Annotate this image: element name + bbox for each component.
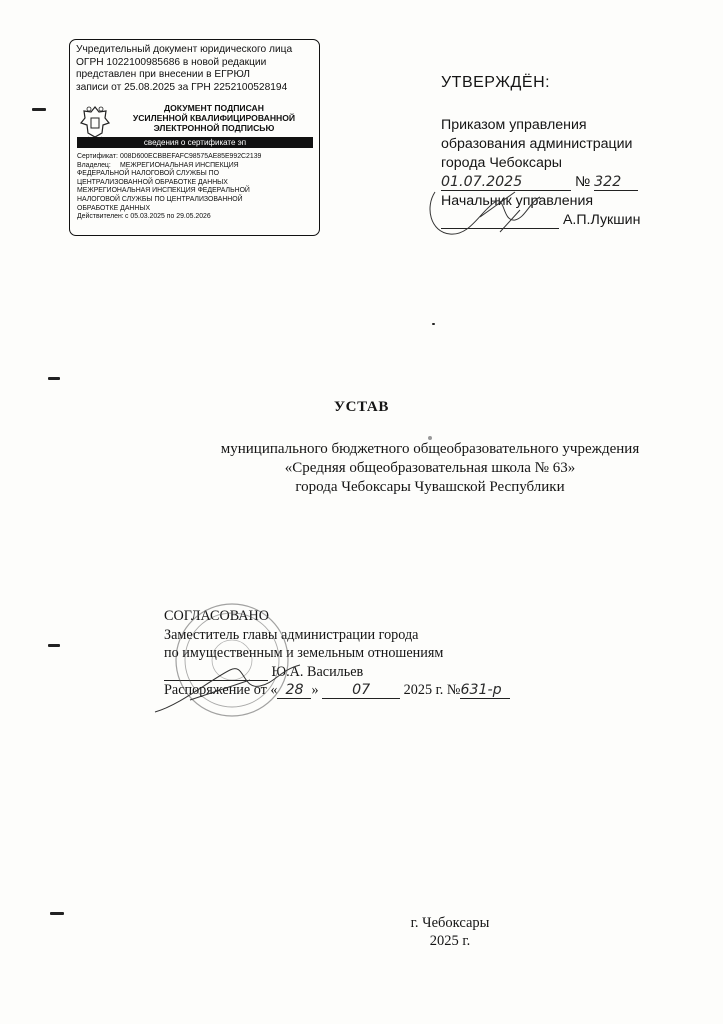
scan-mark [48, 644, 60, 647]
decree-no-handwritten: 631-р [460, 683, 510, 699]
coat-of-arms-icon [78, 103, 112, 141]
valid-value: с 05.03.2025 по 29.05.2026 [125, 213, 211, 221]
order-no-handwritten: 322 [594, 175, 638, 191]
signer-name: А.П.Лукшин [562, 212, 641, 228]
owner-line: МЕЖРЕГИОНАЛЬНАЯ ИНСПЕКЦИЯ [120, 161, 239, 169]
owner-line: ФЕДЕРАЛЬНОЙ НАЛОГОВОЙ СЛУЖБЫ ПО [77, 170, 219, 178]
certificate-value: 008D600ECBBEFAFC98575AE85E992C2139 [120, 153, 262, 160]
decree-year: 2025 г. № [403, 682, 461, 698]
scan-mark [428, 436, 432, 440]
certificate-details [77, 153, 317, 222]
signed-title [116, 103, 312, 133]
approval-line: города Чебоксары [441, 155, 562, 171]
approval-heading: УТВЕРЖДЁН: [441, 74, 551, 91]
signed-title-line: ДОКУМЕНТ ПОДПИСАН [164, 103, 264, 113]
document-title: УСТАВ [334, 399, 389, 415]
agreement-signer-name: Ю.А. Васильев [271, 663, 364, 680]
order-no-label: № [574, 174, 591, 190]
subtitle-line: «Средняя общеобразовательная школа № 63» [284, 460, 576, 476]
owner-line: НАЛОГОВОЙ СЛУЖБЫ ПО ЦЕНТРАЛИЗОВАННОЙ [77, 195, 243, 203]
owner-label: Владелец: [77, 161, 111, 169]
footer-year: 2025 г. [429, 933, 471, 949]
owner-line: ОБРАБОТКЕ ДАННЫХ [77, 204, 151, 212]
scan-mark [48, 377, 60, 380]
footer [300, 914, 600, 950]
order-date-handwritten: 01.07.2025 [441, 175, 571, 191]
signed-title-line: УСИЛЕННОЙ КВАЛИФИЦИРОВАННОЙ [132, 113, 296, 123]
agreement-signature [150, 650, 320, 720]
approval-line: Приказом управления [441, 117, 587, 133]
agreement-heading: СОГЛАСОВАНО [164, 608, 270, 624]
owner-line: ЦЕНТРАЛИЗОВАННОЙ ОБРАБОТКЕ ДАННЫХ [77, 178, 228, 186]
decree-month-handwritten: 07 [322, 683, 400, 699]
subtitle-line: муниципального бюджетного общеобразовательного учреждения [220, 441, 640, 457]
certificate-bar: сведения о сертификате эп [77, 137, 313, 148]
signed-title-line: ЭЛЕКТРОННОЙ ПОДПИСЬЮ [153, 123, 275, 133]
decree-prefix: Распоряжение от « [164, 682, 278, 698]
stamp-line: Учредительный документ юридического лица [76, 44, 293, 55]
scan-mark [50, 912, 64, 915]
stamp-registration-text [76, 44, 316, 94]
agreement-line: Заместитель главы администрации города [164, 626, 419, 643]
approval-signature [420, 172, 560, 242]
footer-city: г. Чебоксары [410, 915, 490, 931]
stamp-line: ОГРН 1022100985686 в новой редакции [76, 56, 267, 68]
document-subtitle [180, 440, 680, 497]
decree-mid: » [311, 682, 319, 698]
subtitle-line: города Чебоксары Чувашской Республики [295, 479, 565, 495]
registration-stamp [69, 39, 320, 236]
signer-title: Начальник управления [441, 193, 594, 209]
stamp-line: представлен при внесении в ЕГРЮЛ [76, 69, 250, 81]
scan-mark [32, 108, 46, 111]
valid-label: Действителен: [77, 213, 124, 221]
certificate-label: Сертификат: [77, 153, 118, 160]
agreement-line: по имущественным и земельным отношениям [164, 645, 444, 661]
decree-day-handwritten: 28 [277, 683, 311, 699]
approval-line: образования администрации [441, 136, 633, 152]
stamp-line: записи от 25.08.2025 за ГРН 2252100528194 [76, 81, 288, 93]
scan-mark [432, 323, 435, 325]
owner-line: МЕЖРЕГИОНАЛЬНАЯ ИНСПЕКЦИЯ ФЕДЕРАЛЬНОЙ [77, 187, 250, 195]
